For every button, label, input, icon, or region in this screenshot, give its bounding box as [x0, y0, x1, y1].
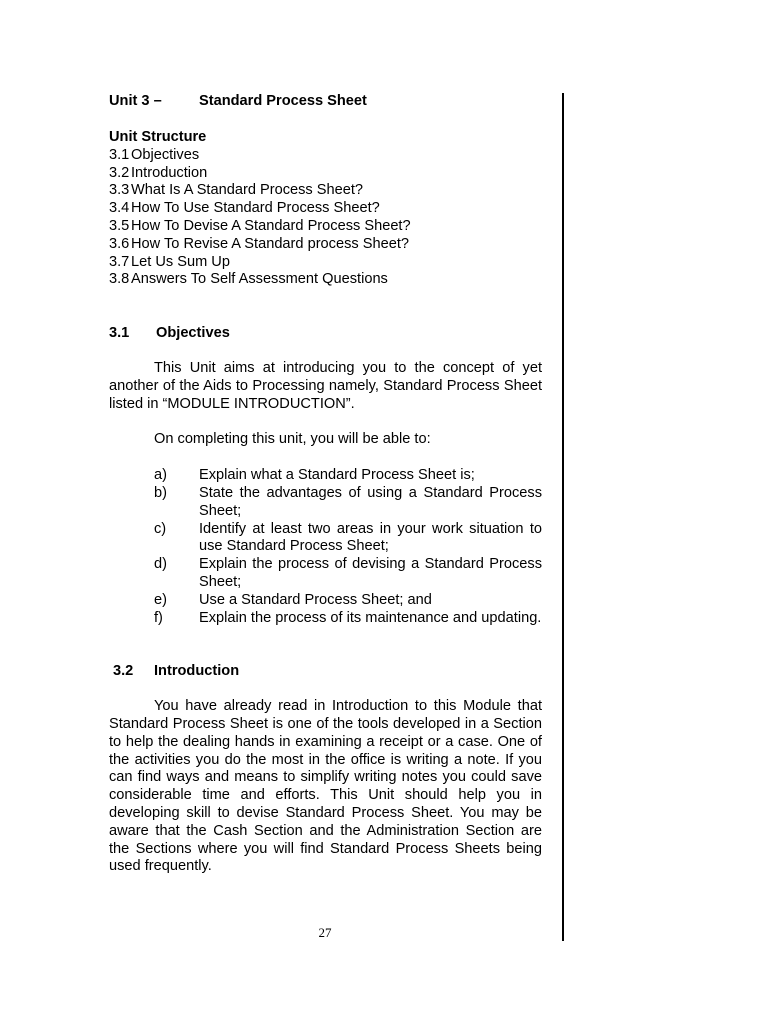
list-text: Explain what a Standard Process Sheet is;: [199, 467, 475, 484]
toc-number: 3.6: [109, 235, 130, 252]
introduction-paragraph: You have already read in Introduction to this Module that Standard Process Sheet is one of the tools developed in a Section to help the dealing hands in examining a receipt or a case. One of the activities you do the most in the office is writing a note. If you can find ways and means to simplify writing notes you could save considerable time and efforts. This Unit should help you in developing skill to devise Standard Process Sheet. You may be aware that the Cash Section and the Administration Section are the Sections where you will find Standard Process Sheets being used frequently.: [109, 698, 542, 875]
list-marker: d): [154, 556, 167, 573]
list-item: [109, 521, 542, 557]
section-number: 3.2: [113, 663, 134, 680]
toc-number: 3.7: [109, 253, 130, 270]
toc-item: [109, 200, 542, 218]
toc-label: Objectives: [131, 146, 200, 163]
toc-label: Let Us Sum Up: [131, 253, 230, 270]
list-text: Explain the process of its maintenance and updating.: [199, 609, 542, 626]
unit-structure-heading: Unit Structure: [109, 129, 207, 145]
objectives-lead: On completing this unit, you will be able to:: [154, 431, 431, 448]
section-title: Introduction: [154, 663, 240, 680]
list-text: Identify at least two areas in your work situation to use Standard Process Sheet;: [199, 520, 542, 555]
toc-number: 3.2: [109, 164, 130, 181]
list-marker: a): [154, 467, 167, 484]
toc-number: 3.1: [109, 146, 130, 163]
list-marker: e): [154, 591, 167, 608]
page-content: [109, 93, 542, 876]
unit-title: Standard Process Sheet: [199, 93, 367, 109]
section-heading-objectives: [109, 325, 542, 343]
list-text: State the advantages of using a Standard Process Sheet;: [199, 484, 542, 519]
toc-item: [109, 254, 542, 272]
list-marker: f): [154, 609, 163, 626]
toc-item: [109, 236, 542, 254]
toc-number: 3.5: [109, 217, 130, 234]
toc-label: Introduction: [131, 164, 208, 181]
list-text: Use a Standard Process Sheet; and: [199, 591, 432, 608]
toc-number: 3.8: [109, 271, 130, 288]
toc-label: How To Use Standard Process Sheet?: [131, 200, 380, 217]
list-item: [109, 485, 542, 521]
toc-label: How To Devise A Standard Process Sheet?: [131, 217, 411, 234]
list-text: Explain the process of devising a Standard Process Sheet;: [199, 556, 542, 590]
section-number: 3.1: [109, 325, 130, 342]
objectives-paragraph: This Unit aims at introducing you to the concept of yet another of the Aids to Processing namely, Standard Process Sheet listed in “MODULE INTRODUCTION”.: [109, 359, 542, 412]
toc-item: [109, 218, 542, 236]
toc-label: How To Revise A Standard process Sheet?: [131, 235, 409, 252]
toc-item: [109, 182, 542, 200]
section-title: Objectives: [156, 325, 230, 342]
unit-heading: [109, 93, 542, 111]
list-item: [109, 610, 542, 628]
list-marker: b): [154, 484, 167, 501]
list-item: [109, 467, 542, 485]
toc-item: [109, 271, 542, 289]
unit-structure-list: [109, 147, 542, 289]
list-item: [109, 592, 542, 610]
toc-number: 3.3: [109, 182, 130, 199]
toc-label: Answers To Self Assessment Questions: [131, 271, 388, 288]
toc-item: [109, 165, 542, 183]
unit-number: Unit 3 –: [109, 93, 162, 109]
toc-item: [109, 147, 542, 165]
list-item: [109, 556, 542, 592]
toc-label: What Is A Standard Process Sheet?: [131, 182, 364, 199]
margin-rule: [562, 93, 564, 941]
toc-number: 3.4: [109, 200, 130, 217]
page-number: 27: [318, 925, 332, 940]
list-marker: c): [154, 520, 167, 537]
section-heading-introduction: [109, 663, 542, 681]
objectives-list: [109, 467, 542, 627]
